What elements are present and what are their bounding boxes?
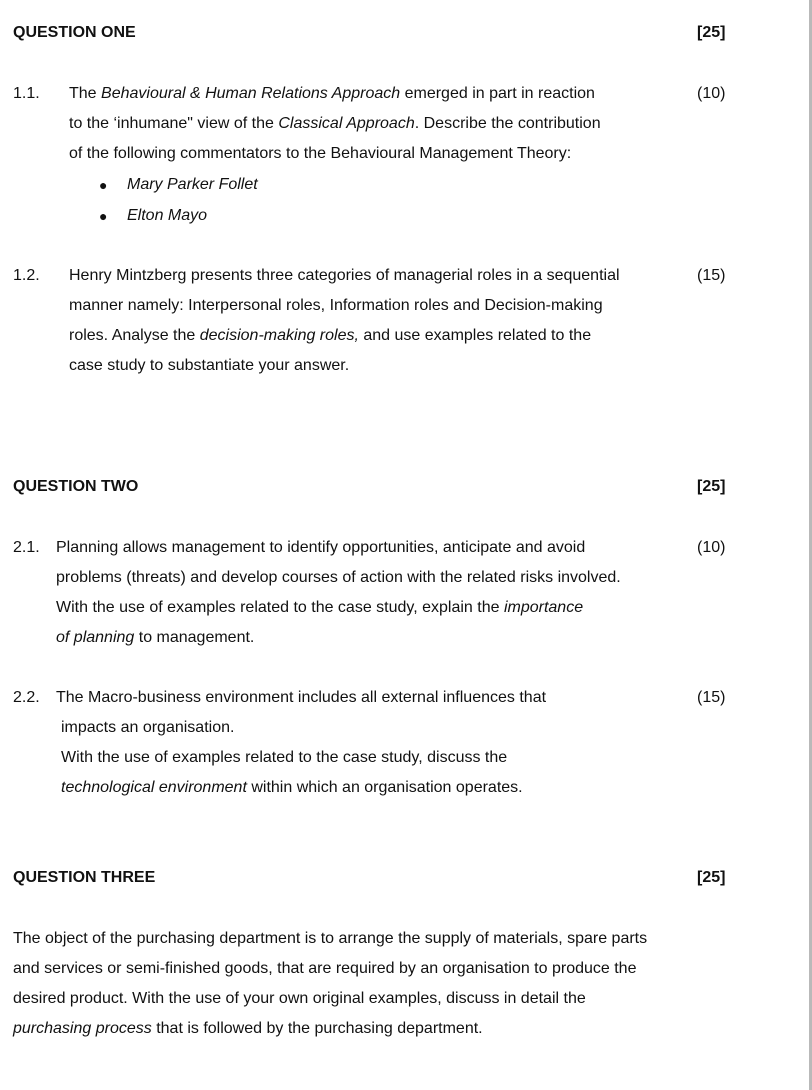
item-1-2-line-2: manner namely: Interpersonal roles, Information roles and Decision-making: [69, 297, 603, 314]
question-three-heading: QUESTION THREE: [13, 869, 156, 886]
item-2-2-line-2: impacts an organisation.: [61, 719, 235, 736]
item-2-2-line-3: With the use of examples related to the case study, discuss the: [61, 749, 508, 766]
question-one-heading: QUESTION ONE: [13, 24, 136, 41]
item-1-2-marks: (15): [697, 267, 726, 284]
bullet-item-follet: Mary Parker Follet: [127, 176, 258, 193]
item-2-1-line-3: With the use of examples related to the case study, explain the importance: [56, 599, 584, 616]
bullet-item-mayo: Elton Mayo: [127, 207, 208, 224]
item-1-2-line-1: Henry Mintzberg presents three categories of managerial roles in a sequential: [69, 267, 620, 284]
item-2-2-number: 2.2.: [13, 689, 40, 706]
question-three-line-1: The object of the purchasing department is to arrange the supply of materials, spare parts: [13, 930, 648, 947]
question-three-line-3: desired product. With the use of your own original examples, discuss in detail the: [13, 990, 586, 1007]
item-1-2-line-4: case study to substantiate your answer.: [69, 357, 350, 374]
item-1-1-line-3: of the following commentators to the Behavioural Management Theory:: [69, 145, 572, 162]
question-two-total: [25]: [697, 478, 726, 495]
item-2-1-marks: (10): [697, 539, 726, 556]
bullet-icon: ●: [99, 208, 108, 224]
question-one-total: [25]: [697, 24, 726, 41]
question-two-heading: QUESTION TWO: [13, 478, 139, 495]
item-2-1-line-2: problems (threats) and develop courses of action with the related risks involved.: [56, 569, 621, 586]
bullet-icon: ●: [99, 177, 108, 193]
item-1-2-number: 1.2.: [13, 267, 40, 284]
item-2-2-marks: (15): [697, 689, 726, 706]
item-2-2-line-1: The Macro-business environment includes all external influences that: [56, 689, 547, 706]
item-1-1-marks: (10): [697, 85, 726, 102]
item-1-1-line-2: to the ‘inhumane" view of the Classical Approach. Describe the contribution: [69, 115, 601, 132]
item-1-1-line-1: The Behavioural & Human Relations Approach emerged in part in reaction: [69, 85, 595, 102]
item-1-2-line-3: roles. Analyse the decision-making roles, and use examples related to the: [69, 327, 592, 344]
question-three-line-4: purchasing process that is followed by the purchasing department.: [13, 1020, 483, 1037]
item-2-1-line-4: of planning to management.: [56, 629, 255, 646]
question-three-line-2: and services or semi-finished goods, that are required by an organisation to produce the: [13, 960, 637, 977]
item-2-2-line-4: technological environment within which an organisation operates.: [61, 779, 523, 796]
item-1-1-number: 1.1.: [13, 85, 40, 102]
item-2-1-number: 2.1.: [13, 539, 40, 556]
question-three-total: [25]: [697, 869, 726, 886]
item-2-1-line-1: Planning allows management to identify opportunities, anticipate and avoid: [56, 539, 586, 556]
